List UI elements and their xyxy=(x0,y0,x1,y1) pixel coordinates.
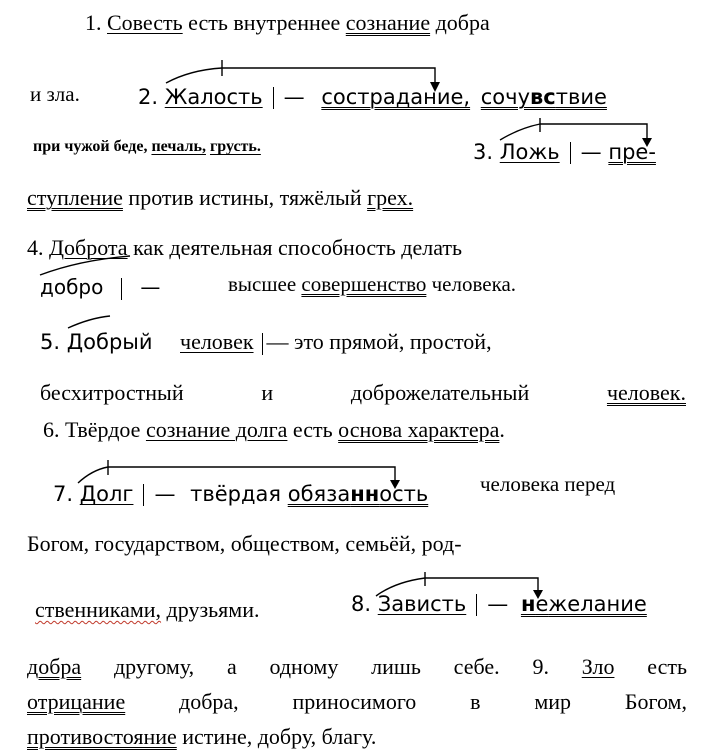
text: себе. xyxy=(453,654,500,679)
text: бесхитростный xyxy=(40,380,184,405)
sentence-8-end xyxy=(27,654,687,680)
word-subject: Совесть xyxy=(107,10,183,35)
word-predicate: сознание xyxy=(345,10,431,35)
dash: — xyxy=(580,140,602,164)
text: и xyxy=(261,380,274,405)
text: как деятельная способность делать xyxy=(133,235,463,260)
text: человека. xyxy=(431,272,517,296)
word-predicate: грусть. xyxy=(209,138,261,155)
text: и зла. xyxy=(30,82,80,106)
text: добра xyxy=(435,10,490,35)
word-predicate: обязанность xyxy=(287,482,429,506)
arrow-line xyxy=(68,316,110,328)
word-predicate: сострадание, xyxy=(321,85,471,109)
text: доброжелательный xyxy=(350,380,530,405)
sentence-8 xyxy=(351,592,647,616)
dash: — xyxy=(283,85,305,109)
word-predicate: добра xyxy=(27,654,82,679)
text: твёрдая xyxy=(190,482,282,506)
sentence-7-end-b xyxy=(35,597,260,623)
text: ственниками, xyxy=(35,597,162,622)
word-modifier: Добрый xyxy=(66,330,153,354)
sentence-4-end xyxy=(40,275,160,300)
text: . xyxy=(499,417,505,442)
item-number: 2. xyxy=(138,85,159,109)
item-number: 4. xyxy=(27,235,44,260)
word-subject: Зависть xyxy=(377,592,467,616)
text: добро xyxy=(40,275,104,299)
word-subject: Жалость xyxy=(164,85,263,109)
sentence-9-end xyxy=(27,724,376,750)
item-number: 5. xyxy=(40,330,61,354)
item-number: 8. xyxy=(351,592,372,616)
text: добра, xyxy=(179,689,239,714)
item-number: 7. xyxy=(53,482,74,506)
word-predicate: сочувствие xyxy=(480,85,607,109)
item-number: 9. xyxy=(532,654,549,679)
text: Богом, государством, обществом, семьёй, род- xyxy=(27,531,462,556)
word-subject: Зло xyxy=(581,654,615,679)
dash: — xyxy=(487,592,509,616)
sentence-6 xyxy=(43,417,505,443)
word-subject: Долг xyxy=(79,482,134,506)
text: истине, добру, благу. xyxy=(182,724,377,749)
text: в xyxy=(470,689,481,714)
text: друзьями. xyxy=(166,597,260,622)
separator-bar xyxy=(570,142,571,164)
word-predicate: грех. xyxy=(367,185,414,210)
word-predicate: ступление xyxy=(27,185,123,210)
word-predicate: человек. xyxy=(606,380,686,405)
sentence-2-end xyxy=(33,138,261,156)
text: против истины, тяжёлый xyxy=(128,185,362,210)
sentence-3-end xyxy=(27,185,413,211)
word-subject: сознание долга xyxy=(145,417,288,442)
separator-bar xyxy=(143,484,144,506)
text: Богом, xyxy=(624,689,687,714)
sentence-5-b xyxy=(180,329,492,355)
separator-bar xyxy=(262,333,263,355)
word-predicate: отрицание xyxy=(27,689,126,714)
dash: — xyxy=(154,482,176,506)
text: а xyxy=(226,654,237,679)
word-subject: человек xyxy=(180,329,254,354)
text: — это прямой, простой, xyxy=(266,329,492,354)
text: есть внутреннее xyxy=(188,10,341,35)
text: Твёрдое xyxy=(65,417,141,442)
word-predicate: основа характера xyxy=(338,417,500,442)
item-number: 1. xyxy=(85,10,102,35)
text: при чужой беде, xyxy=(33,138,148,155)
word-predicate: нежелание xyxy=(520,592,647,616)
sentence-4-end-b xyxy=(228,272,516,297)
sentence-5-end xyxy=(40,380,686,406)
text: лишь xyxy=(371,654,421,679)
separator-bar xyxy=(476,594,477,616)
separator-bar xyxy=(121,278,122,300)
item-number: 3. xyxy=(473,140,494,164)
text: есть xyxy=(292,417,333,442)
word-predicate: пре- xyxy=(608,140,656,164)
text: мир xyxy=(534,689,572,714)
text: другому, xyxy=(113,654,195,679)
sentence-4 xyxy=(27,235,462,261)
text: высшее xyxy=(228,272,297,296)
sentence-3 xyxy=(473,140,656,164)
separator-bar xyxy=(273,87,274,109)
text: есть xyxy=(647,654,687,679)
sentence-9 xyxy=(27,689,687,715)
sentence-5 xyxy=(40,330,153,354)
text: одному xyxy=(269,654,339,679)
text: человека перед xyxy=(480,472,616,496)
sentence-2 xyxy=(138,85,607,109)
sentence-7-end xyxy=(27,531,462,557)
word-predicate: совершенство xyxy=(301,272,427,296)
word-predicate: противостояние xyxy=(27,724,177,749)
word-subject: Ложь xyxy=(499,140,560,164)
text: приносимого xyxy=(292,689,417,714)
item-number: 6. xyxy=(43,417,60,442)
word-subject: Доброта xyxy=(49,235,128,260)
word-predicate: печаль, xyxy=(151,138,206,155)
dash: — xyxy=(140,275,161,299)
sentence-7 xyxy=(53,482,428,506)
sentence-7-b xyxy=(480,472,615,497)
